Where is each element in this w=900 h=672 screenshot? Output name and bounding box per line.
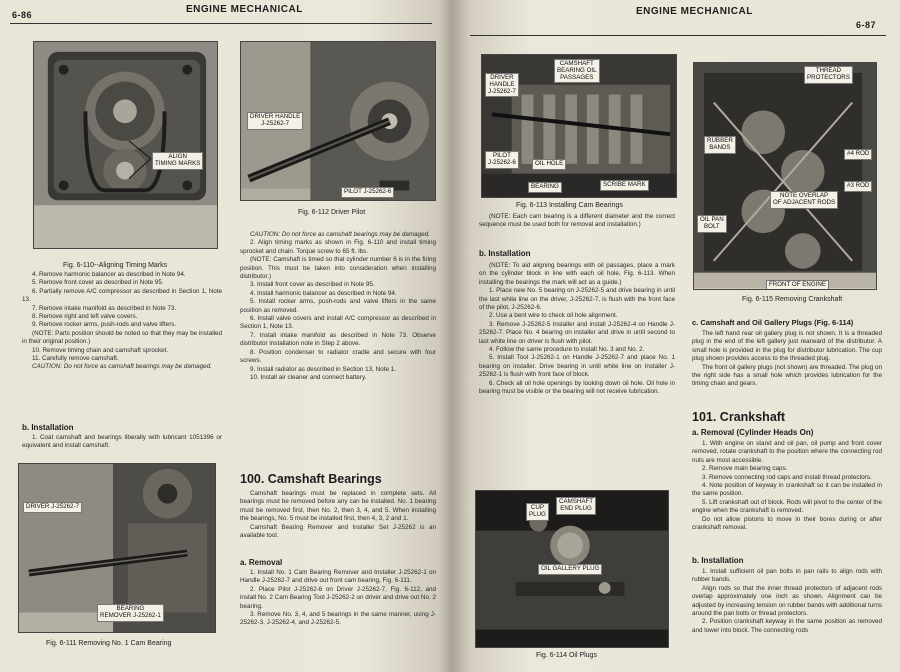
page-number-left: 6-86 [12, 10, 33, 20]
step-text: 4. Remove harmonic balancer as described in Note 94. [32, 271, 186, 278]
step-text: 9. Remove rocker arms, push-rods and valve lifters. [32, 321, 177, 329]
installation-heading-right: b. Installation [479, 249, 531, 258]
callout-pilot: PILOT J-25262-6 [341, 187, 394, 198]
installation-heading-left: b. Installation [22, 423, 74, 432]
step-text: 8. Position condenser to radiator cradle and secure with four screws. [240, 348, 436, 365]
step-text: 5. Remove front cover as described in Note 95. [32, 279, 164, 287]
installation-text-left [22, 434, 222, 451]
step-text: 1. Coat camshaft and bearings liberally with lubricant 1051396 or equivalent and install camshaft. [22, 434, 222, 450]
header-rule-right [470, 35, 886, 36]
note-text: (NOTE: Parts position should be noted so that they may be installed in their original position.) [22, 329, 222, 346]
step-text: 7. Install intake manifold as described in Note 73. Observe distributor installation note in Step 2 above. [240, 331, 436, 348]
step-text: 6. Check all oil hole openings by looking down oil hole. Oil hole in bearing must be visible or the bearing will not receive lubrication. [479, 379, 675, 396]
step-text: 1. Install No. 1 Cam Bearing Remover and Installer J-25262-1 on Handle J-25262-7 and drive out front cam bearing, Fig. 6-111. [240, 569, 436, 585]
callout-bearing-remover: BEARING REMOVER J-25262-1 [97, 604, 164, 622]
note-text: (NOTE: To aid aligning bearings with oil passages, place a mark on the cylinder block in line with each oil hole, Fig. 6-113. When installing the bearings the mark will act as a guide.) [479, 262, 675, 286]
step-text: 3. Remove No. 3, 4, and 5 bearings in the same manner, using J-25262-3, J-25262-4, and J-25262-5. [240, 611, 436, 627]
step-text: 2. Align timing marks as shown in Fig. 6-110 and install timing sprocket and chain. Torque screw to 65 ft. lbs. [240, 239, 436, 255]
callout-rubber-bands: RUBBER BANDS [704, 136, 736, 154]
callout-3-rod: #3 ROD [844, 181, 872, 192]
right-page [452, 0, 900, 672]
caption-fig-6-110: Fig. 6-110--Aligning Timing Marks [63, 262, 168, 269]
figure-6-115 [693, 62, 877, 290]
removal-heading-left: a. Removal [240, 558, 283, 567]
step-text: 11. Carefully remove camshaft. [32, 355, 119, 363]
plug-text [692, 330, 882, 389]
callout-driver-handle-113: DRIVER HANDLE J-25262-7 [485, 73, 519, 97]
callout-note-overlap: NOTE OVERLAP OF ADJACENT RODS [770, 191, 838, 209]
step-text: 2. Use a bent wire to check oil hole alignment. [489, 312, 618, 320]
step-text: 4. Install harmonic balancer as described in Note 94. [250, 289, 397, 297]
running-header-left: ENGINE MECHANICAL [186, 4, 303, 15]
installation-text-right-2 [692, 568, 882, 635]
callout-oil-gallery-plug: OIL GALLERY PLUG [538, 564, 602, 575]
engine-timing-photo [34, 42, 217, 248]
step-text: 1. Install sufficient oil pan bolts in pan rails to align rods with rubber bands. [692, 568, 882, 584]
step-text: 10. Remove timing chain and camshaft sprocket. [32, 346, 169, 354]
callout-front-of-engine: FRONT OF ENGINE [766, 280, 829, 290]
caption-fig-6-113: Fig. 6-113 Installing Cam Bearings [516, 202, 623, 209]
figure-6-112 [240, 41, 436, 201]
callout-scribe-mark: SCRIBE MARK [600, 180, 649, 191]
step-text: 3. Remove J-25262-5 Installer and install J-25262-4 on Handle J-25262-7. Place No. 4 bearing on installer and drive in until second to last white line on driver is flush with pilot. [479, 320, 675, 345]
callout-bearing-113: BEARING [528, 182, 562, 193]
step-text: 6. Install valve covers and install A/C compressor as described in Section 1, Note 13. [240, 315, 436, 331]
step-text: Do not allow pistons to move in their bores during or after crankshaft removal. [692, 515, 882, 532]
callout-camshaft-oil-passages: CAMSHAFT BEARING OIL PASSAGES [554, 59, 600, 83]
callout-oil-hole: OIL HOLE [532, 159, 566, 170]
paragraph: Camshaft bearings must be replaced in complete sets. All bearings must be removed before any can be installed. No. 1 bearing must be removed first, then No. 2, then 3, 4, and 5. When installing the bearings, No. 5 must be installed first, then 4, 3, 2 and 1. [240, 490, 436, 523]
callout-align-timing-marks: ALIGN TIMING MARKS [152, 152, 203, 170]
removal-text-right [692, 440, 882, 532]
callout-driver: DRIVER J-25262-7 [23, 502, 82, 513]
note-text: (NOTE: Camshaft is timed so that cylinder number 6 is in the firing position. This must be taken into consideration when installing distributor.) [240, 256, 436, 281]
section-100-text [240, 490, 436, 540]
caption-fig-6-115: Fig. 6-115 Removing Crankshaft [742, 296, 843, 303]
caption-fig-6-112: Fig. 6-112 Driver Pilot [298, 209, 366, 216]
paragraph: The front oil gallery plugs (not shown) are threaded. The plug on the right side has a small hole which provides lubrication for the timing chain and gears. [692, 363, 882, 388]
plug-heading: c. Camshaft and Oil Gallery Plugs (Fig. 6-114) [692, 318, 854, 327]
step-text: 2. Remove main bearing caps. [702, 465, 788, 473]
caption-fig-6-111: Fig. 6-111 Removing No. 1 Cam Bearing [46, 640, 172, 647]
step-text: 4. Follow the same procedure to install No. 3 and No. 2. [489, 346, 645, 354]
step-text: 6. Partially remove A/C compressor as described in Section 1, Note 13. [22, 287, 222, 304]
page-number-right: 6-87 [856, 20, 877, 30]
step-text: 5. Install Tool J-25262-1 on Handle J-25262-7 and place No. 1 bearing on installer. Drive bearing in until white line on Installer J-25262-1 is flush with front face of block. [479, 354, 675, 379]
removing-crankshaft-photo [694, 63, 876, 289]
callout-driver-handle: DRIVER HANDLE J-25262-7 [247, 112, 303, 130]
paragraph: Camshaft Bearing Remover and Installer Set J-25262 is an available tool. [240, 523, 436, 540]
callout-oil-pan-bolt: OIL PAN BOLT [697, 215, 727, 233]
removal-heading-right: a. Removal (Cylinder Heads On) [692, 428, 814, 437]
paragraph: The left hand rear oil gallery plug is not shown. It is a threaded plug in the end of the left gallery just rearward of the distributor. A small hole is provided in the plug for distributor lubrication. The cup plug shown provides access to the threaded plug. [692, 330, 882, 363]
step-text: 5. Install rocker arms, push-rods and valve lifters in the same position as removed. [240, 298, 436, 314]
step-text: 2. Position crankshaft keyway in the same position as removed and lower into block. The connecting rods [692, 618, 882, 634]
right-col1-text-a [479, 213, 675, 230]
step-text: 3. Remove connecting rod caps and install thread protectors. [702, 473, 872, 481]
callout-4-rod: #4 ROD [844, 149, 872, 160]
section-101-heading: 101. Crankshaft [692, 410, 786, 424]
section-100-heading: 100. Camshaft Bearings [240, 472, 382, 486]
step-text: 2. Place Pilot J-25262-6 on Driver J-25262-7, Fig. 6-112, and install No. 2 Cam Bearing Tool J-25262-2 on driver and drive out No. 2 bearing. [240, 585, 436, 610]
step-text: Align rods so that the inner thread protectors of adjacent rods overlap approximately one inch as shown. Alignment can be adjusted by increasing tension on rubber bands with additional turns around the pan bolts or thread protectors. [692, 584, 882, 618]
step-text: 8. Remove right and left valve covers. [32, 313, 138, 321]
step-text: 5. Lift crankshaft out of block. Rods will pivot to the center of the engine when the crankshaft is removed. [692, 498, 882, 515]
step-text: 1. With engine on stand and oil pan, oil pump and front cover removed, rotate crankshaft to the position where the connecting rod nuts are most accessible. [692, 440, 882, 464]
callout-cup-plug: CUP PLUG [526, 503, 549, 521]
step-text: 10. Install air cleaner and connect battery. [250, 373, 367, 381]
running-header-right: ENGINE MECHANICAL [636, 6, 753, 17]
removal-text-left [240, 569, 436, 628]
caution-text: CAUTION: Do not force as camshaft bearings may be damaged. [250, 231, 430, 238]
callout-camshaft-end-plug: CAMSHAFT END PLUG [556, 497, 596, 515]
callout-thread-protectors: THREAD PROTECTORS [804, 66, 853, 84]
right-col1-text-b [479, 262, 675, 397]
left-col2-text [240, 231, 436, 382]
note-text: (NOTE: Each cam bearing is a different diameter and the correct sequence must be used both for removal and installation.) [479, 213, 675, 229]
left-col1-text [22, 271, 222, 372]
figure-6-111 [18, 463, 216, 633]
step-text: 1. Place new No. 5 bearing on J-25262-5 and drive bearing in until the last white line on the driver, J-25262-7, is flush with the front face of the pilot, J-25262-6. [479, 287, 675, 312]
step-text: 4. Note position of keyway in crankshaft so it can be installed in the same position. [692, 482, 882, 498]
callout-pilot-113: PILOT J-25262-6 [485, 151, 519, 169]
step-text: 9. Install radiator as described in Section 13, Note 1. [250, 365, 396, 373]
figure-6-114 [475, 490, 669, 648]
caption-fig-6-114: Fig. 6-114 Oil Plugs [536, 652, 597, 659]
caution-text: CAUTION: Do not force as camshaft bearings may be damaged. [32, 363, 212, 371]
figure-6-113 [481, 54, 677, 198]
figure-6-110 [33, 41, 218, 249]
step-text: 3. Install front cover as described in Note 95. [250, 281, 375, 289]
installation-heading-right-2: b. Installation [692, 556, 744, 565]
header-rule [10, 23, 432, 24]
step-text: 7. Remove intake manifold as described in Note 73. [32, 304, 177, 312]
